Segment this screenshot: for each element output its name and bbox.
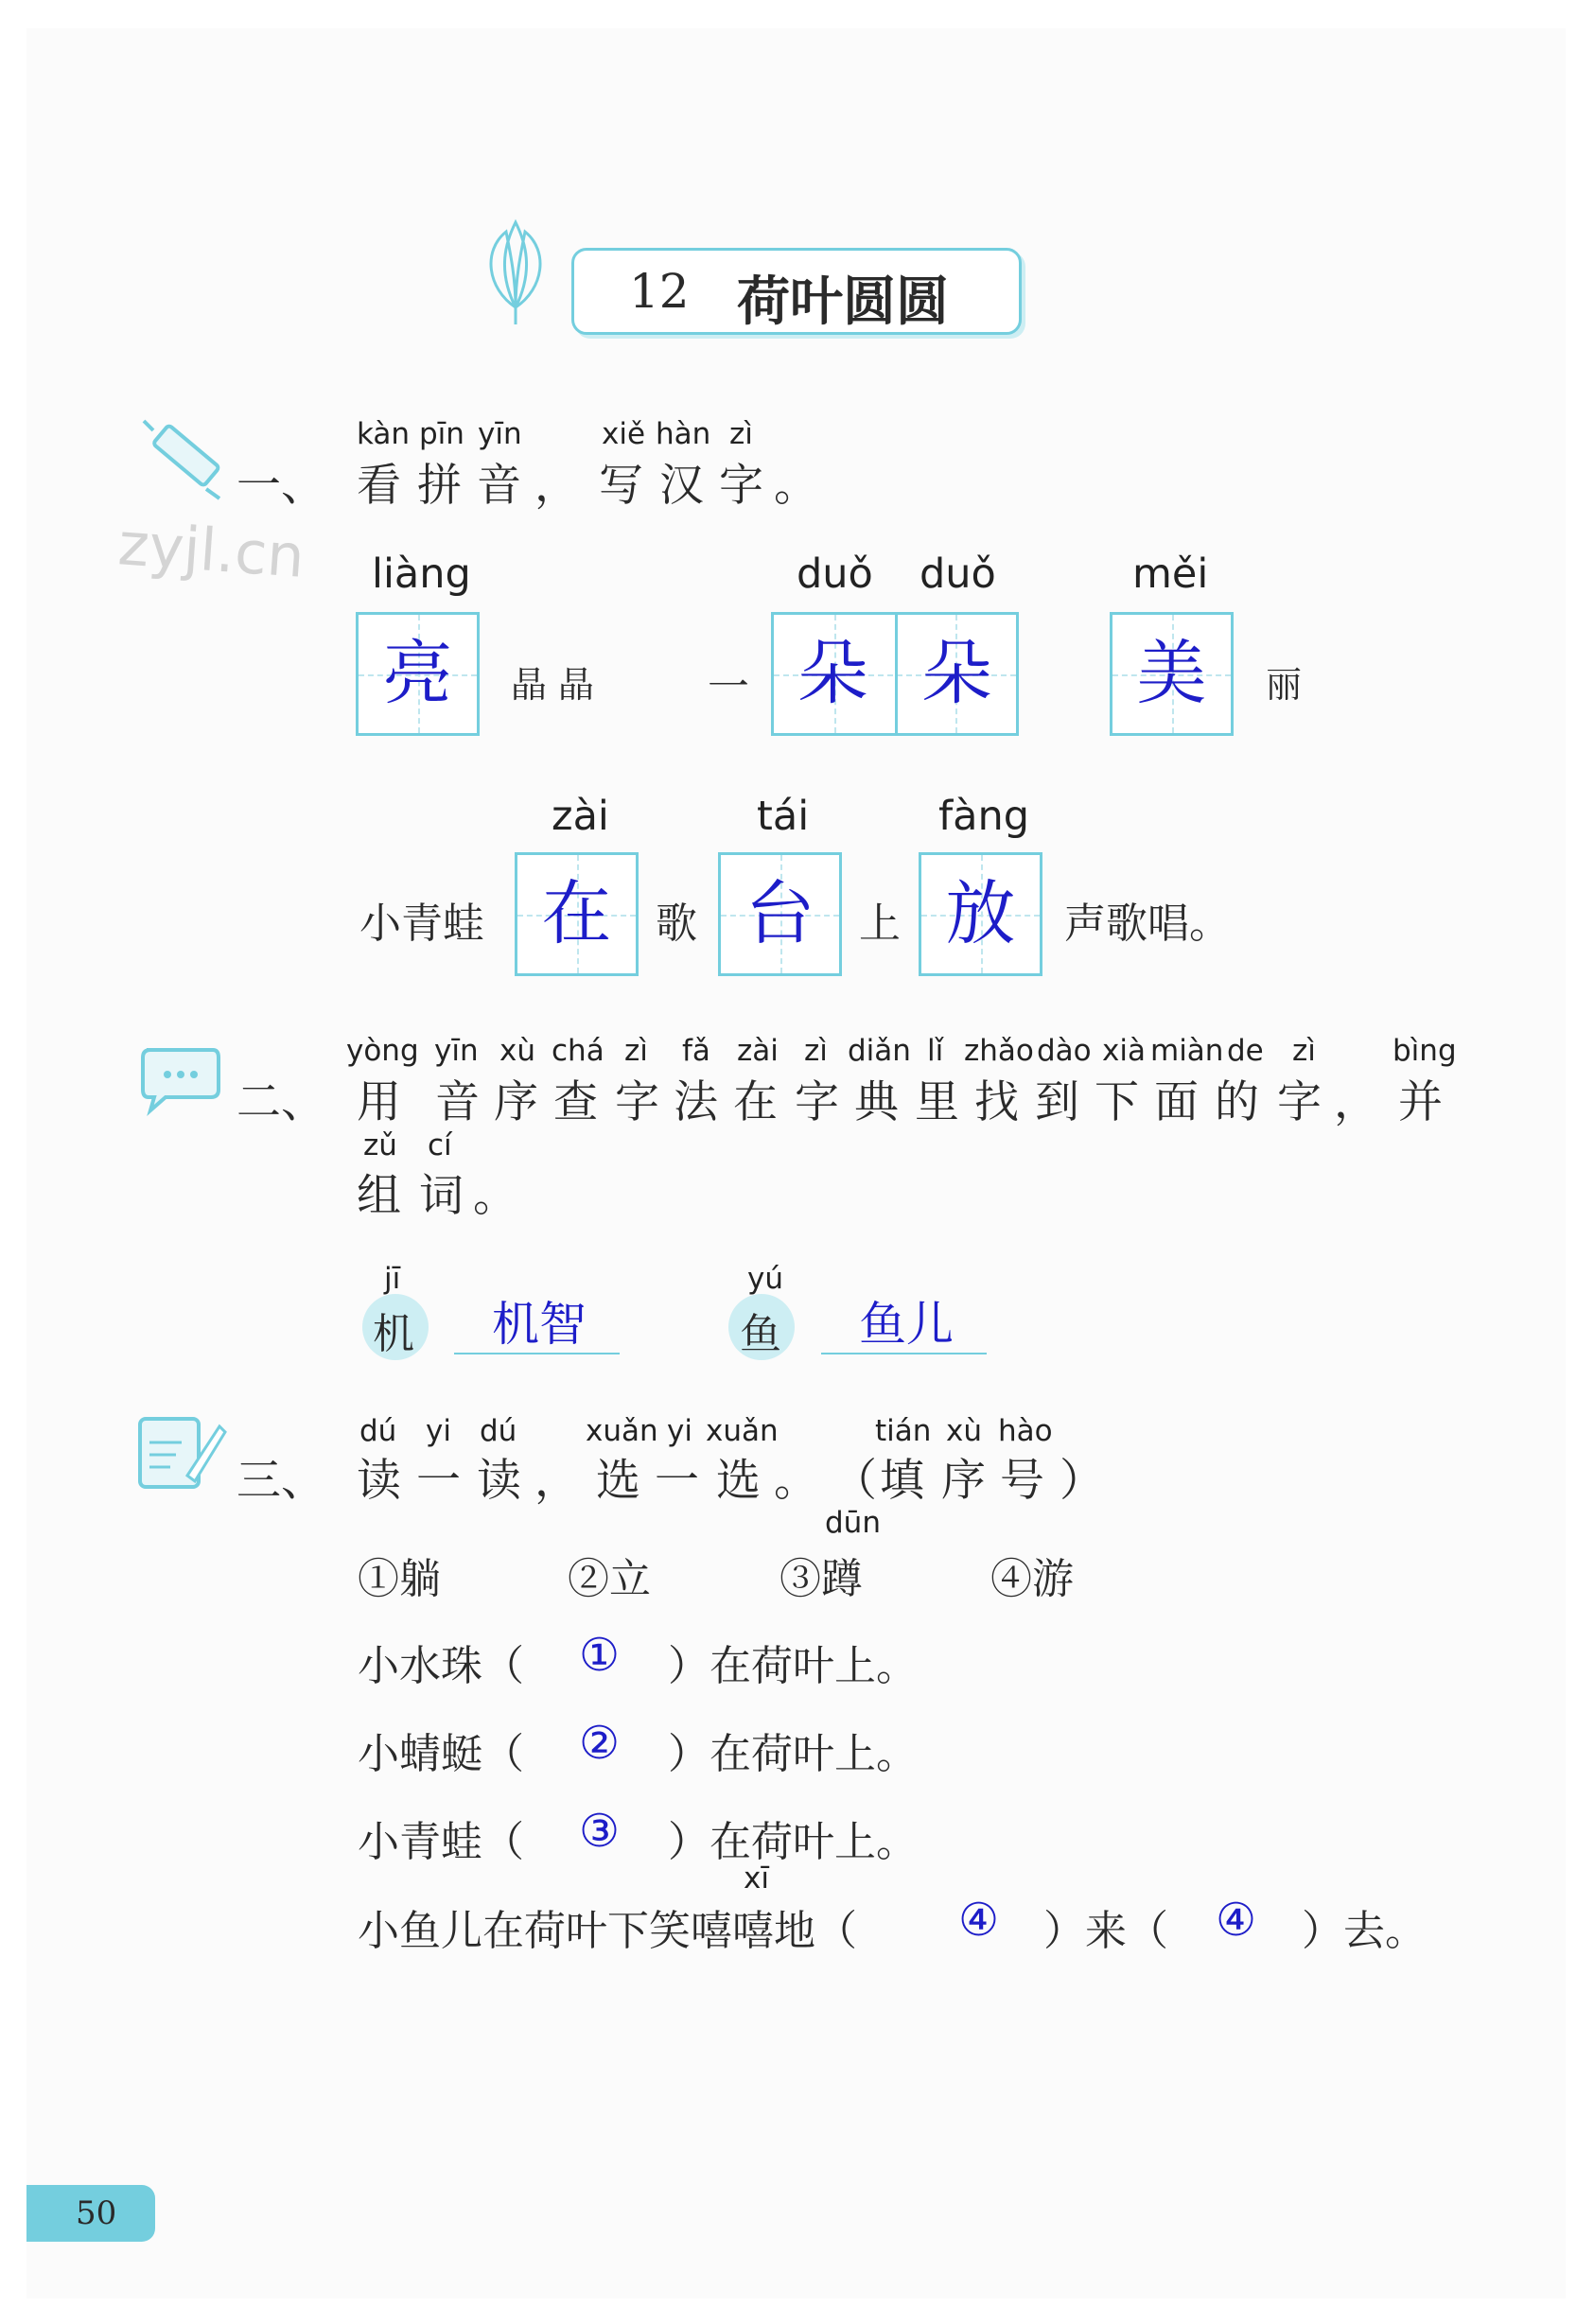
item-pinyin-ji: jī <box>384 1262 401 1296</box>
s1-pinyin: zì <box>729 417 753 451</box>
s2-char: 的 <box>1215 1076 1259 1128</box>
s2-char: 典 <box>854 1076 899 1128</box>
sentence2-after: ）在荷叶上。 <box>668 1730 918 1778</box>
s2-pinyin: bìng <box>1393 1034 1457 1068</box>
pencil-icon <box>132 411 227 506</box>
char-box-mei[interactable] <box>1110 612 1234 736</box>
answer-yuer[interactable]: 鱼儿 <box>859 1297 954 1352</box>
s1-pinyin: kàn <box>357 417 411 451</box>
s2-char: 到 <box>1035 1076 1079 1128</box>
s3-char: （ <box>832 1455 877 1507</box>
s3-pinyin: xù <box>946 1414 982 1448</box>
s2-char: 序 <box>494 1076 538 1128</box>
text-li: 丽 <box>1266 664 1303 706</box>
answer-duo2: 朵 <box>921 633 992 714</box>
s2-char: 法 <box>674 1076 718 1128</box>
sentence2-answer[interactable]: ② <box>579 1717 621 1770</box>
sentence4-after: ）去。 <box>1302 1907 1427 1955</box>
option-2: ②立 <box>568 1555 651 1603</box>
s2-char: 并 <box>1398 1076 1443 1128</box>
page-number: 50 <box>76 2194 117 2232</box>
option-3: ③蹲 <box>779 1555 863 1603</box>
section3-numeral: 三、 <box>236 1455 325 1507</box>
s2-pinyin: de <box>1227 1034 1264 1068</box>
s2-pinyin: yòng <box>346 1034 419 1068</box>
s3-char: 。 <box>774 1455 818 1507</box>
sentence3-before: 小青蛙（ <box>358 1818 524 1866</box>
char-box-zai[interactable] <box>515 852 639 976</box>
watermark: zyjl.cn <box>115 509 307 591</box>
sentence4-answer2[interactable]: ④ <box>1216 1894 1257 1947</box>
s2-pinyin: zài <box>737 1034 779 1068</box>
text-yi: 一 <box>708 663 749 711</box>
s1-char: 写 <box>599 460 643 512</box>
s1-pinyin: pīn <box>419 417 464 451</box>
s3-char: 读 <box>357 1455 401 1507</box>
text-shenggechang: 声歌唱。 <box>1064 900 1231 948</box>
s1-pinyin: yīn <box>478 417 522 451</box>
s2-char: 下 <box>1095 1076 1139 1128</box>
notebook-pen-icon <box>132 1409 227 1504</box>
s2-pinyin-line2: cí <box>428 1128 452 1162</box>
s3-char: 一 <box>416 1455 461 1507</box>
lesson-title: 荷叶圆圆 <box>737 271 949 333</box>
s1-char: 看 <box>357 460 401 512</box>
char-box-duoduo[interactable] <box>771 612 1019 736</box>
sentence3-answer[interactable]: ③ <box>579 1805 621 1858</box>
item-char-ji: 机 <box>373 1310 414 1358</box>
s3-pinyin: xuǎn <box>586 1414 658 1448</box>
lesson-number: 12 <box>629 264 690 319</box>
s2-pinyin: zì <box>1292 1034 1316 1068</box>
s2-char: 面 <box>1154 1076 1199 1128</box>
s3-char: 选 <box>716 1455 761 1507</box>
s2-char: 查 <box>553 1076 598 1128</box>
s2-pinyin-line2: zǔ <box>363 1128 397 1162</box>
text-shang: 上 <box>859 900 901 948</box>
s2-char: ， <box>1334 1076 1378 1128</box>
s3-char: 号 <box>1000 1455 1044 1507</box>
char-box-fang[interactable] <box>919 852 1042 976</box>
section1-numeral: 一、 <box>236 460 325 512</box>
s1-pinyin: xiě <box>602 417 646 451</box>
s2-char: 字 <box>795 1076 839 1128</box>
magnolia-flower-icon <box>478 213 553 326</box>
s2-pinyin: chá <box>552 1034 604 1068</box>
section2-numeral: 二、 <box>236 1076 325 1128</box>
s1-char: 音 <box>477 460 521 512</box>
s3-pinyin: yi <box>667 1414 692 1448</box>
speech-bubble-icon <box>137 1040 222 1116</box>
pinyin-mei: měi <box>1132 550 1209 598</box>
title-banner <box>571 248 1022 335</box>
sentence4-answer1[interactable]: ④ <box>958 1894 1000 1947</box>
answer-line <box>454 1353 620 1354</box>
workbook-page <box>26 28 1566 2298</box>
char-box-tai[interactable] <box>718 852 842 976</box>
text-jingjing: 晶晶 <box>511 664 606 706</box>
answer-zai: 在 <box>541 873 612 954</box>
s3-pinyin: dú <box>480 1414 517 1448</box>
s1-char: 拼 <box>417 460 462 512</box>
answer-line <box>821 1353 987 1354</box>
text-xiaoqingwa: 小青蛙 <box>359 900 484 948</box>
s2-pinyin: xù <box>499 1034 535 1068</box>
s3-char: 序 <box>941 1455 986 1507</box>
s2-char-line2: 组 <box>357 1170 401 1222</box>
answer-mei: 美 <box>1136 633 1207 714</box>
pinyin-tai: tái <box>757 793 810 840</box>
s2-pinyin: xià <box>1102 1034 1146 1068</box>
s2-char: 用 <box>357 1076 401 1128</box>
s2-char: 字 <box>615 1076 659 1128</box>
sentence1-answer[interactable]: ① <box>579 1629 621 1682</box>
s2-pinyin: fǎ <box>682 1034 710 1068</box>
s3-pinyin: yi <box>426 1414 451 1448</box>
s2-pinyin: yīn <box>434 1034 479 1068</box>
s3-char: 填 <box>880 1455 924 1507</box>
sentence4-pinyin-xi: xī <box>744 1861 769 1896</box>
sentence4-before: 小鱼儿在荷叶下笑嘻嘻地（ <box>358 1907 857 1955</box>
s2-pinyin: zì <box>624 1034 648 1068</box>
text-ge: 歌 <box>656 900 697 948</box>
sentence2-before: 小蜻蜓（ <box>358 1730 524 1778</box>
s2-char: 找 <box>974 1076 1019 1128</box>
s2-char: 字 <box>1277 1076 1322 1128</box>
s3-char: 一 <box>655 1455 699 1507</box>
s2-char: 里 <box>915 1076 959 1128</box>
s2-char: 在 <box>733 1076 778 1128</box>
s2-pinyin: lǐ <box>927 1034 944 1068</box>
s3-char: 选 <box>596 1455 640 1507</box>
s2-pinyin: miàn <box>1150 1034 1224 1068</box>
answer-jizhi[interactable]: 机智 <box>492 1297 587 1352</box>
s2-pinyin: zhǎo <box>964 1034 1034 1068</box>
s1-char: 。 <box>774 460 818 512</box>
s3-pinyin: hào <box>998 1414 1053 1448</box>
answer-tai: 台 <box>744 873 815 954</box>
s3-char: 读 <box>477 1455 521 1507</box>
item-pinyin-yu: yú <box>747 1262 783 1296</box>
s1-pinyin: hàn <box>656 417 711 451</box>
page-number-tab <box>26 2185 155 2242</box>
s2-pinyin: dào <box>1037 1034 1092 1068</box>
answer-fang: 放 <box>945 873 1016 954</box>
pinyin-duo2: duǒ <box>920 550 996 598</box>
option-1: ①躺 <box>358 1555 441 1603</box>
pinyin-zai: zài <box>552 793 609 840</box>
item-char-yu: 鱼 <box>740 1310 781 1358</box>
s3-char: ， <box>534 1455 579 1507</box>
sentence3-after: ）在荷叶上。 <box>668 1818 918 1866</box>
s1-char: 字 <box>719 460 763 512</box>
pinyin-liang: liàng <box>372 550 471 598</box>
s3-pinyin: tián <box>875 1414 932 1448</box>
s2-char: 音 <box>435 1076 480 1128</box>
s1-char: ， <box>534 460 579 512</box>
pinyin-duo1: duǒ <box>797 550 873 598</box>
s2-pinyin: zì <box>804 1034 828 1068</box>
s3-char: ） <box>1060 1455 1104 1507</box>
s2-char-line2: 词 <box>419 1170 464 1222</box>
s2-pinyin: diǎn <box>848 1034 911 1068</box>
sentence1-after: ）在荷叶上。 <box>668 1642 918 1690</box>
s3-pinyin: xuǎn <box>706 1414 779 1448</box>
pinyin-fang: fàng <box>938 793 1030 840</box>
char-box-liang[interactable] <box>356 612 480 736</box>
answer-duo1: 朵 <box>797 633 868 714</box>
s3-pinyin: dú <box>359 1414 397 1448</box>
option-4: ④游 <box>990 1555 1074 1603</box>
sentence1-before: 小水珠（ <box>358 1642 524 1690</box>
sentence4-mid: ）来（ <box>1043 1907 1168 1955</box>
s2-char-line2: 。 <box>473 1170 517 1222</box>
options-pinyin-dun: dūn <box>825 1506 881 1540</box>
answer-liang: 亮 <box>382 633 453 714</box>
s1-char: 汉 <box>659 460 704 512</box>
